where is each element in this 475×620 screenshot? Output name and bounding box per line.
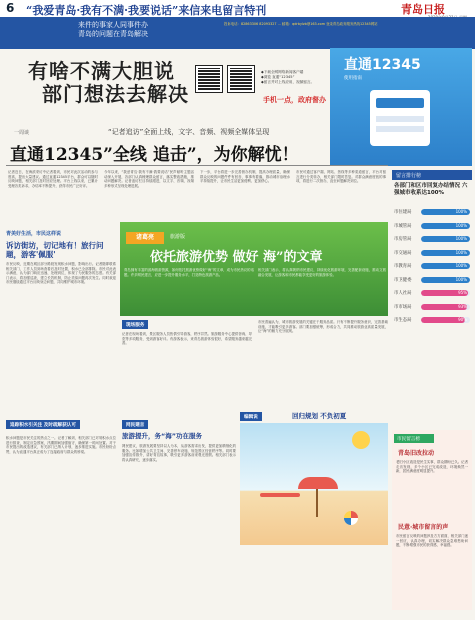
- ranking-row: [394, 207, 470, 219]
- right-bottom-title: 青岛旧改拉动: [398, 450, 435, 457]
- feature-tag: 诸葛亮: [126, 232, 164, 244]
- qr-option: ◆留言并对上线应用，视频留言。: [261, 80, 315, 84]
- right-bottom-subtitle: 民意·城市留言的声: [398, 524, 449, 531]
- hero-title-line-2: 部门想法去解决: [42, 82, 189, 106]
- body-text-column: 今年以来，“我爱青岛·我有不满·我要说话”民声倾听主题活动深入开展，各部门认真梳理群众留言，落实整改措施，推动问题解决。记者追访栏目持续跟进，以文字、音频、视频多种形式呈现处理进展。: [104, 170, 194, 188]
- ranking-label: 市交通局: [394, 250, 412, 256]
- qr-option: ◆浏览 直通“12345”: [261, 75, 295, 79]
- promo-title: 直通12345: [344, 57, 421, 73]
- promo-panel: [330, 48, 472, 166]
- feature-kicker: 旅游版: [170, 234, 186, 240]
- section-label-text: 编辑说: [244, 415, 258, 420]
- paper-logo: 青岛日报: [401, 3, 445, 16]
- section-title: 旅游提升，务“海”功在服务: [122, 432, 203, 440]
- qr-option: ◆下载全网网络新闻客户端: [261, 70, 304, 74]
- ranking-label: 市人社局: [394, 291, 412, 296]
- banner-contact: 投诉电话：82863306 82093327 ... 邮箱：qdrbylzb@163.com 登录青岛政务服务热线12345网站: [224, 22, 378, 26]
- right-bottom-tag: 市民留言榜: [394, 434, 434, 443]
- ranking-value: 93%: [458, 303, 467, 309]
- ranking-row: [394, 221, 470, 233]
- ranking-row: [394, 275, 470, 287]
- ranking-label: 市住建局: [394, 210, 412, 215]
- qr-code-icon: [196, 66, 222, 92]
- ranking-label: 市生态局: [394, 318, 412, 323]
- hero-title: [28, 60, 189, 106]
- ranking-bar: [421, 209, 470, 215]
- body-text-column: 老旧小区改造是民生实事，群众期盼已久。记者走访发现，多个小区已完成改造，环境焕然一新，居民满意度明显提升。: [396, 460, 468, 474]
- left-section-title: 诉访街坊，切记地有！旅行问题，游客'佩服': [6, 241, 104, 259]
- ranking-tag: 留言排行榜: [392, 170, 472, 180]
- phone-illustration: [370, 90, 430, 146]
- beach-illustration: [240, 423, 388, 545]
- body-text-column: 记者近日，在海滨采访中记者看到，市民对此次活动的参与度高，提出大量建议。通过直通12345平台，群众可以随时反映问题，相关部门及时回应处理。平台上线以来，已累计受理各类诉求，办结率不断提升，获得市民广泛好评。: [8, 170, 98, 188]
- sun-icon: [352, 431, 370, 449]
- section-label-text: 现场服务: [126, 323, 145, 328]
- ranking-value: 100%: [455, 276, 467, 282]
- ranking-value: 100%: [455, 249, 467, 255]
- body-text-column: 市民普遍认为，城市旅游发展的关键在于服务品质。只有不断提升服务意识，完善基础设施，才能吸引更多游客。部门要加强统筹，形成合力，共同推动旅游业高质量发展，让“海”的魅力充分展现。: [258, 320, 388, 334]
- qr-instructions: [261, 70, 314, 85]
- section-label-text: 追踪积水引关注 及时疏解获认可: [10, 423, 76, 428]
- ranking-bar: [421, 290, 470, 296]
- section-label: [122, 320, 148, 329]
- ranking-bar: [421, 304, 470, 310]
- section-label-text: 网民建言: [126, 423, 145, 428]
- ranking-row: [394, 261, 470, 273]
- story-subhead: “记者追访”全面上线，文字、音频、视频全媒体呈现: [108, 128, 270, 136]
- page-number: 6: [6, 1, 15, 15]
- body-text-column: 市民留言反映的问题涉及方方面面，相关部门逐一回应，认真办理，切实解决群众急难愁盼问题，不断增强市民的获得感、幸福感。: [396, 534, 468, 548]
- ranking-value: 100%: [455, 236, 467, 241]
- ranking-bar: [421, 317, 470, 323]
- ranking-value: 100%: [455, 222, 467, 228]
- ranking-value: 100%: [455, 263, 467, 268]
- story-kicker: 一周谈: [14, 130, 30, 136]
- body-text-column: 网民建议，旅游发展要坚持以人为本，从游客需求出发，提供更加精细化的服务。比如增加公共卫生间、完善停车设施、规范景区经营秩序等。同时要加强宣传推介，讲好青岛故事，吸引更多游客前来观光度假。相关部门表示将认真研究，逐步落实。: [122, 444, 236, 462]
- ranking-bar: [421, 236, 470, 242]
- ranking-label: 市教育局: [394, 264, 412, 269]
- body-text-column: 下一步，平台将进一步完善督办机制，提高办理质量，确保群众反映的问题件件有回音、事事有着落，推动城市治理水平持续提升，让市民生活更加便利、更加舒心。: [200, 170, 290, 184]
- divider: [6, 165, 388, 166]
- promo-subtitle: 使用指南: [344, 76, 362, 81]
- ranking-headline: 各部门和区市回复办结情况 六强城市收系达100%: [394, 183, 468, 196]
- left-section-tag: 青美好生活，市民这样说: [6, 231, 62, 237]
- ranking-value: 90%: [458, 317, 467, 322]
- page-slogan: “我爱青岛·我有不满·我要说话”来信来电留言特刊: [26, 4, 267, 17]
- body-text-column: 记者在现场看到，景区服务人员热情引导游客，秩序井然。旅游服务中心提供咨询、导览等多项服务，受到游客好评。有游客表示，来青岛旅游体验很好，希望服务越来越完善。: [122, 332, 252, 346]
- ranking-row: [394, 288, 470, 300]
- ranking-value: 100%: [455, 209, 467, 214]
- ranking-row: [394, 234, 470, 246]
- ranking-row: [394, 248, 470, 260]
- section-label: [122, 420, 148, 429]
- body-text-column: 积水问题是市民关注的热点之一。记者了解到，相关部门已对易积水点位进行排查，制定应急预案，汛期期间加强值守，确保第一时间处置。对于市民提出的改造建议，有关部门已纳入计划，逐步推进实施。市民纷纷点赞，认为直通平台真正成为了连接政府与群众的桥梁。: [6, 436, 116, 454]
- body-text-column: 市民可通过客户端、网站、热线等多种渠道留言，平台对留言进行分类转办，相关部门限时答复。对群众满意度低的事项，将进行二次督办，直至问题解决到位。: [296, 170, 386, 184]
- ranking-label: 市城管局: [394, 223, 412, 229]
- ranking-bar: [421, 263, 470, 269]
- ranking-value: 95%: [458, 290, 467, 295]
- promo-tagline: 手机一点，政府督办: [263, 96, 326, 104]
- hero-title-line-1: 有啥不满大胆说: [28, 59, 175, 83]
- ranking-row: [394, 302, 470, 314]
- banner-left-text: [78, 21, 148, 39]
- beach-ball-icon: [344, 511, 358, 525]
- banner-line-1: 来件的事家人同事件办: [78, 21, 148, 29]
- ranking-label: 市卫健委: [394, 277, 412, 283]
- ranking-bar: [421, 277, 470, 283]
- ranking-label: 市市场局: [394, 304, 412, 310]
- feature-title: 依托旅游优势 做好 海”的文章: [150, 250, 323, 265]
- ranking-label: 市房管局: [394, 237, 412, 242]
- ranking-row: [394, 315, 470, 327]
- body-text-column: 市民反映，近期在城区部分路段发现积水问题，影响出行。记者随即联系相关部门，工作人员到场查看后及时处置，积水已全部排除。市民对此表示满意，认为部门响应迅速、处理到位，体现了为民服务的态度。有关部门表示，将加强巡查，建立长效机制，防止类似问题再次发生。同时欢迎市民继续通过平台反映身边问题，共同维护城市环境。: [6, 262, 116, 285]
- story-headline: 直通12345”全线 追击”，为你解忧！: [10, 145, 299, 165]
- ranking-bar: [421, 250, 470, 256]
- masthead-bar: [0, 0, 475, 17]
- body-text-column: 相关部门表示，将认真吸纳市民建议，持续优化旅游环境，完善配套设施，推动文旅融合发展，让游客和市民都能享受更好的旅游体验。: [258, 268, 386, 277]
- banner-line-2: 青岛的问题在青岛解决: [78, 30, 148, 38]
- ranking-bar: [421, 223, 470, 229]
- section-label: [240, 412, 262, 421]
- qr-code-icon: [228, 66, 254, 92]
- section-label: [6, 420, 80, 429]
- body-text-column: 青岛拥有丰富的滨海旅游资源，如何依托旅游优势做好“海”的文章，成为市民热议的话题。许多网民建言，应进一步提升服务水平，打造特色旅游产品。: [124, 268, 254, 277]
- section-title: 回归规划 不负初夏: [292, 412, 347, 420]
